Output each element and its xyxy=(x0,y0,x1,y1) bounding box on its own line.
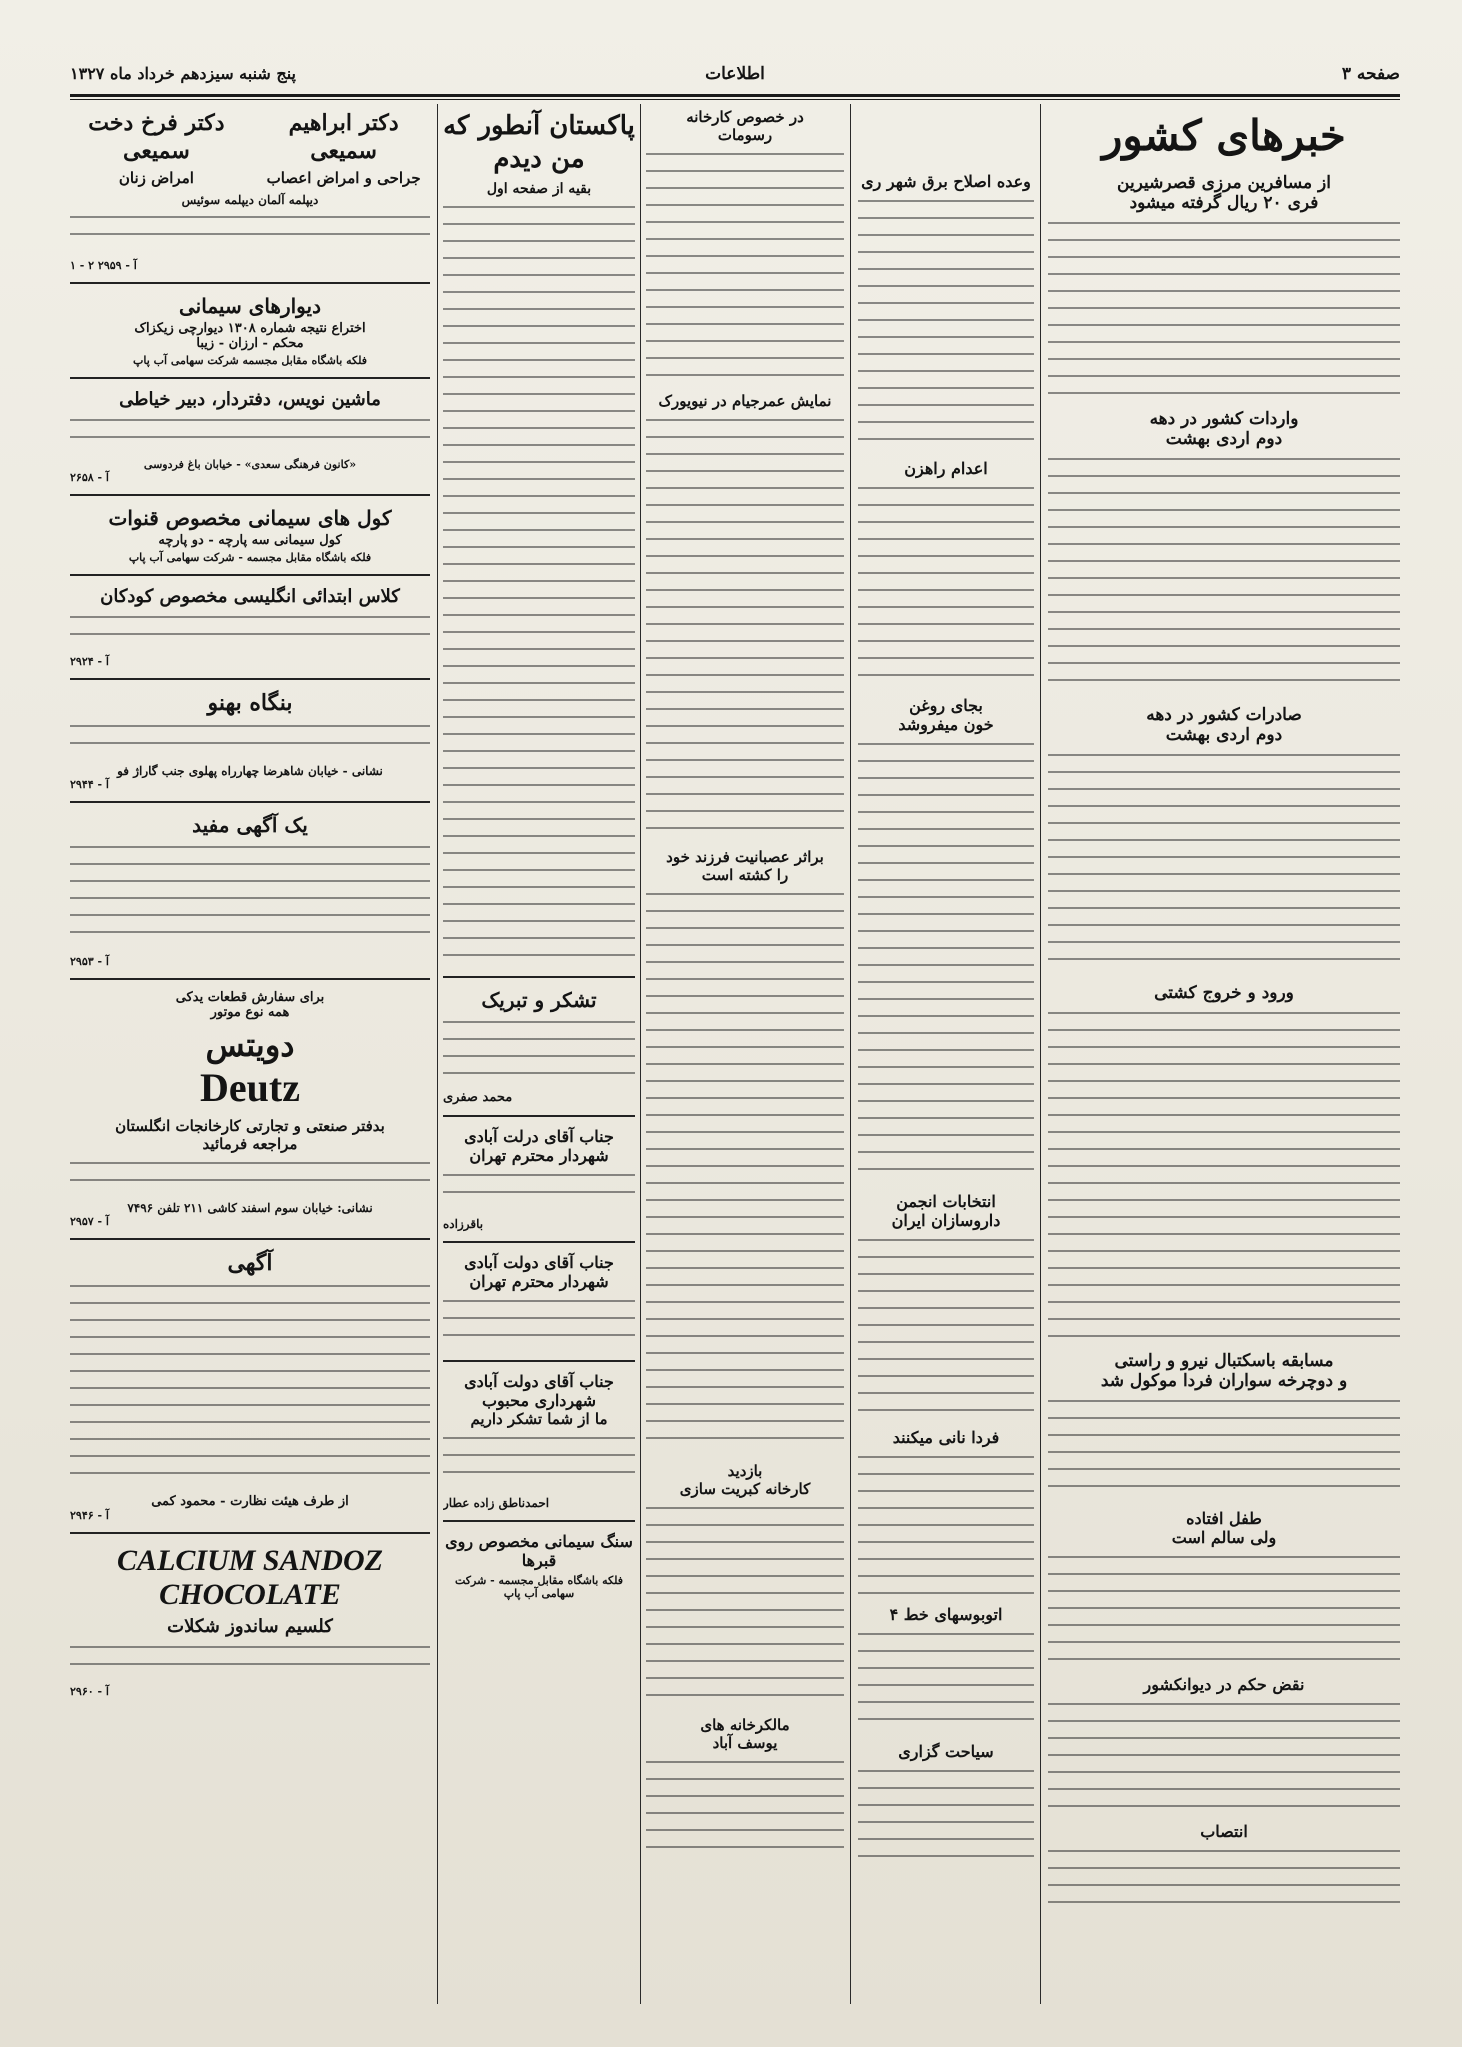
ad-address: نشانی - خیابان شاهرضا چهارراه پهلوی جنب گاراژ فو xyxy=(117,764,383,778)
news-subtitle: دوم اردی بهشت xyxy=(1165,428,1283,449)
article-text xyxy=(858,1239,1034,1419)
news-title: طفل افتاده xyxy=(1186,1508,1262,1528)
ad-text xyxy=(70,1646,430,1676)
doctor-diploma: دیپلمه آلمان دیپلمه سوئیس xyxy=(181,193,319,207)
ad-title: جناب آقای درلت آبادی شهردار محترم تهران xyxy=(464,1127,614,1165)
header-rule-thin xyxy=(70,99,1400,100)
ad-address: فلکه باشگاه مقابل مجسمه - شرکت سهامی آب پاپ xyxy=(128,551,372,564)
news-title: نقض حکم در دیوانکشور xyxy=(1143,1674,1305,1694)
article-text xyxy=(858,200,1034,450)
issue-date: پنج شنبه سیزدهم خرداد ماه ۱۳۲۷ xyxy=(70,64,296,83)
news-title: صادرات کشور در دهه xyxy=(1146,704,1302,725)
divider xyxy=(443,1241,635,1243)
page-header xyxy=(70,60,1400,94)
news-title: از مسافرین مرزی قصرشیرین xyxy=(1117,172,1331,193)
news-title: مالکرخانه های xyxy=(700,1716,790,1734)
news-column-2 xyxy=(858,104,1034,2014)
ad-subtitle: اختراع نتیجه شماره ۱۳۰۸ دیوارچی زیکزاک xyxy=(134,321,366,336)
ad-title: کلاس ابتدائی انگلیسی مخصوص کودکان xyxy=(100,586,400,607)
divider xyxy=(70,377,430,379)
ad-text xyxy=(443,1437,635,1487)
doctor-name: دکتر فرخ دخت سمیعی xyxy=(88,110,225,164)
news-subtitle: داروسازان ایران xyxy=(891,1211,1001,1230)
divider xyxy=(70,678,430,680)
divider xyxy=(70,1532,430,1534)
ad-text xyxy=(70,1285,430,1485)
column-divider xyxy=(1040,104,1041,2004)
brand-logo: CHOCOLATE xyxy=(159,1578,341,1611)
page-number: صفحه ۳ xyxy=(1341,64,1400,84)
ad-code: آ - ۲۹۵۳ xyxy=(70,955,109,968)
ad-code: آ - ۲۹۵۹ ۲ - ۱ xyxy=(70,259,137,272)
column-divider xyxy=(640,104,641,2004)
brand-logo: CALCIUM SANDOZ xyxy=(117,1544,383,1577)
ad-title: جناب آقای دولت آبادی شهرداری محبوب xyxy=(464,1372,614,1410)
doctor-name: دکتر ابراهیم سمیعی xyxy=(288,110,399,164)
divider xyxy=(70,574,430,576)
ad-text xyxy=(70,216,430,250)
divider xyxy=(70,801,430,803)
news-title: وعده اصلاح برق شهر ری xyxy=(861,172,1031,191)
article-text xyxy=(858,1633,1034,1733)
article-text xyxy=(1048,1400,1400,1500)
news-title: ورود و خروج کشتی xyxy=(1154,982,1294,1003)
ad-code: آ - ۲۹۶۰ xyxy=(70,1685,109,1698)
header-rule xyxy=(70,94,1400,97)
doctor-ad xyxy=(70,110,430,187)
news-title: اتوبوسهای خط ۴ xyxy=(889,1605,1003,1624)
news-title: واردات کشور در دهه xyxy=(1149,408,1299,429)
news-subtitle: رسومات xyxy=(717,126,773,144)
ad-text xyxy=(70,1162,430,1192)
news-title: کارخانه کبریت سازی xyxy=(679,1480,811,1498)
news-title: در خصوص کارخانه xyxy=(686,108,804,126)
news-title: انتخابات انجمن xyxy=(896,1192,996,1211)
ad-title: تشکر و تبریک xyxy=(481,988,597,1012)
news-subtitle: و دوچرخه سواران فردا موکول شد xyxy=(1100,1370,1348,1391)
ad-text xyxy=(443,1021,635,1081)
article-text xyxy=(1048,1012,1400,1342)
news-title: اعدام راهزن xyxy=(904,459,988,478)
article-text xyxy=(646,419,844,839)
continued-note: بقیه از صفحه اول xyxy=(486,181,592,197)
news-subtitle: ولی سالم است xyxy=(1171,1527,1277,1547)
ad-subtitle: برای سفارش قطعات یدکی xyxy=(175,990,325,1005)
news-title: سیاحت گزاری xyxy=(898,1742,994,1761)
ad-subtitle: محکم - ارزان - زیبا xyxy=(196,336,304,351)
doctor-specialty: جراحی و امراض اعصاب xyxy=(266,169,421,187)
ad-code: آ - ۲۹۴۴ xyxy=(70,778,109,791)
ad-text xyxy=(70,419,430,449)
news-subtitle: فری ۲۰ ریال گرفته میشود xyxy=(1129,192,1319,213)
article-text xyxy=(646,1507,844,1707)
divider xyxy=(443,1115,635,1117)
column-divider xyxy=(850,104,851,2004)
ad-subtitle: ما از شما تشکر داریم xyxy=(470,1410,608,1428)
ad-address: نشانی: خیابان سوم اسفند کاشی ۲۱۱ تلفن ۷۴۹۶ xyxy=(127,1201,373,1215)
ad-code: آ - ۲۹۲۴ xyxy=(70,655,109,668)
news-title: مسابقه باسکتبال نیرو و راستی xyxy=(1114,1350,1334,1371)
ad-address: فلکه باشگاه مقابل مجسمه - شرکت سهامی آب پاپ xyxy=(455,1574,623,1600)
divider xyxy=(443,1360,635,1362)
article-text xyxy=(858,1456,1034,1596)
divider xyxy=(70,282,430,284)
article-text xyxy=(858,1770,1034,1860)
news-title: براثر عصبانیت فرزند خود xyxy=(666,848,824,866)
ad-title: ماشین نویس، دفتردار، دبیر خیاطی xyxy=(119,389,381,410)
ad-address: «کانون فرهنگی سعدی» - خیابان باغ فردوسی xyxy=(143,458,357,471)
news-title: بجای روغن xyxy=(909,696,983,715)
ad-signature: محمد صفری xyxy=(443,1090,513,1105)
ad-title: کلسیم ساندوز شکلات xyxy=(167,1616,333,1637)
news-subtitle: یوسف آباد xyxy=(712,1734,778,1752)
ad-address: فلکه باشگاه مقابل مجسمه شرکت سهامی آب پاپ xyxy=(133,354,367,367)
column-divider xyxy=(437,104,438,2004)
news-subtitle: را کشته است xyxy=(701,866,789,884)
ads-column xyxy=(70,104,430,2014)
divider xyxy=(70,1238,430,1240)
article-text xyxy=(1048,458,1400,696)
ad-text xyxy=(443,1300,635,1350)
article-text xyxy=(646,153,844,383)
news-column-3 xyxy=(646,104,844,2014)
news-title: بازدید xyxy=(727,1462,763,1480)
ad-code: آ - ۲۹۴۶ xyxy=(70,1509,109,1522)
ad-subtitle: بدفتر صنعتی و تجارتی کارخانجات انگلستان xyxy=(115,1117,385,1135)
newspaper-name: اطلاعات xyxy=(705,64,765,84)
article-text xyxy=(1048,1703,1400,1813)
ad-signature: از طرف هیئت نظارت - محمود کمی xyxy=(151,1494,349,1509)
news-column-1 xyxy=(1048,104,1400,2014)
article-text xyxy=(858,487,1034,687)
article-text xyxy=(1048,222,1400,400)
ad-text xyxy=(443,1174,635,1208)
ad-code: آ - ۲۹۵۷ xyxy=(70,1215,109,1228)
ad-subtitle: مراجعه فرمائید xyxy=(202,1135,298,1153)
ad-subtitle: همه نوع موتور xyxy=(210,1005,290,1020)
article-text xyxy=(646,1761,844,1861)
ad-title: بنگاه بهنو xyxy=(207,690,293,716)
news-subtitle: خون میفروشد xyxy=(898,715,994,734)
brand-name: دویتس xyxy=(205,1026,295,1064)
brand-logo: Deutz xyxy=(200,1065,300,1110)
ad-text xyxy=(70,616,430,646)
ad-text xyxy=(70,846,430,946)
ad-title: جناب آقای دولت آبادی شهردار محترم تهران xyxy=(464,1253,614,1291)
ad-title: سنگ سیمانی مخصوص روی قبرها xyxy=(445,1532,633,1570)
article-text xyxy=(1048,754,1400,974)
news-column-4 xyxy=(443,104,635,2014)
article-text xyxy=(443,206,635,966)
ad-title: کول های سیمانی مخصوص قنوات xyxy=(108,506,392,530)
article-headline: پاکستان آنطور که من دیدم xyxy=(443,111,635,174)
article-text xyxy=(1048,1850,1400,1910)
ad-title: آگهی xyxy=(227,1250,273,1276)
ad-code: آ - ۲۶۵۸ xyxy=(70,471,109,484)
ad-text xyxy=(70,725,430,755)
article-text xyxy=(858,743,1034,1183)
doctor-specialty: امراض زنان xyxy=(118,169,194,187)
ad-signature: احمدناطق زاده عطار xyxy=(443,1496,550,1510)
section-title: خبرهای کشور xyxy=(1102,111,1346,160)
news-title: نمایش عمرجیام در نیویورک xyxy=(658,392,832,410)
ad-title: دیوارهای سیمانی xyxy=(179,294,321,318)
ad-subtitle: کول سیمانی سه پارچه - دو پارچه xyxy=(158,533,342,548)
news-subtitle: دوم اردی بهشت xyxy=(1165,724,1283,745)
divider xyxy=(70,494,430,496)
ad-title: یک آگهی مفید xyxy=(192,813,308,837)
article-text xyxy=(646,893,844,1453)
divider xyxy=(443,1520,635,1522)
divider xyxy=(443,976,635,978)
divider xyxy=(70,978,430,980)
news-title: فردا نانی میکنند xyxy=(892,1428,1000,1447)
news-title: انتصاب xyxy=(1200,1821,1248,1841)
ad-signature: باقرزاده xyxy=(443,1217,484,1231)
article-text xyxy=(1048,1556,1400,1666)
